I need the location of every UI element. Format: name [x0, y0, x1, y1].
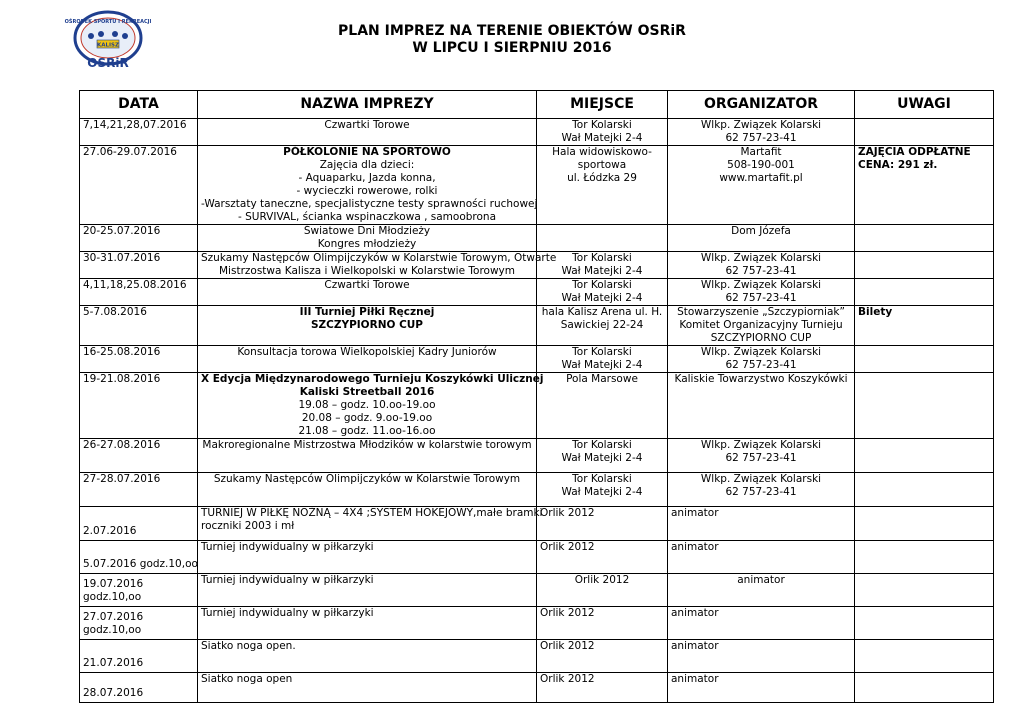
- place-cell: [537, 507, 668, 541]
- place-cell: [537, 473, 668, 507]
- organizer-cell-line: SZCZYPIORNO CUP: [710, 332, 812, 344]
- event-name-cell-line: Światowe Dni Młodzieży: [303, 225, 431, 237]
- date-cell: [80, 306, 198, 346]
- organizer-cell-line: Kaliskie Towarzystwo Koszykówki: [674, 373, 848, 385]
- event-name-cell: [198, 673, 537, 703]
- notes-cell: [855, 346, 994, 373]
- organizer-cell-line: Komitet Organizacyjny Turnieju: [679, 319, 843, 331]
- event-name-cell: [198, 507, 543, 541]
- place-cell: [537, 306, 668, 346]
- notes-cell: [855, 225, 994, 252]
- organizer-cell: [668, 146, 855, 225]
- date-cell-line: 26-27.08.2016: [83, 439, 161, 451]
- event-name-cell: [198, 574, 537, 607]
- place-cell: [537, 541, 668, 574]
- notes-cell: [855, 373, 994, 439]
- place-cell: [537, 146, 668, 225]
- page-title-line-1: PLAN IMPREZ NA TERENIE OBIEKTÓW OSRiR: [338, 23, 686, 39]
- organizer-cell: [668, 507, 855, 541]
- event-name-cell: [198, 373, 544, 439]
- date-cell: [80, 252, 198, 279]
- organizer-cell-line: Stowarzyszenie „Szczypiorniak”: [677, 306, 845, 318]
- header-event-name: NAZWA IMPREZY: [198, 91, 537, 119]
- date-cell-line: godz.10,oo: [83, 591, 142, 603]
- place-cell: [537, 279, 668, 306]
- place-cell-line: Orlik 2012: [540, 607, 595, 619]
- page-title-line-2: W LIPCU I SIERPNIU 2016: [412, 40, 612, 56]
- organizer-cell: [668, 306, 855, 346]
- place-cell-line: Orlik 2012: [540, 541, 595, 553]
- organizer-cell-line: Wlkp. Związek Kolarski: [700, 346, 822, 358]
- event-name-cell: [198, 473, 537, 507]
- date-cell: [80, 574, 198, 607]
- organizer-cell-line: 62 757-23-41: [725, 359, 797, 371]
- event-name-cell: [198, 640, 537, 673]
- table-row: [80, 146, 994, 225]
- table-header-row: [80, 91, 994, 119]
- event-name-cell-line: 19.08 – godz. 10.oo-19.oo: [298, 399, 436, 411]
- place-cell-line: Wał Matejki 2-4: [561, 292, 643, 304]
- header-organizer: ORGANIZATOR: [668, 91, 855, 119]
- organizer-cell-line: 62 757-23-41: [725, 452, 797, 464]
- event-name-cell: [198, 225, 537, 252]
- event-name-cell-line: Kaliski Streetball 2016: [299, 386, 435, 398]
- organizer-cell-line: animator: [671, 673, 719, 685]
- organizer-cell-line: 62 757-23-41: [725, 132, 797, 144]
- event-name-cell: [198, 119, 537, 146]
- notes-cell: [855, 507, 994, 541]
- date-cell-line: 5.07.2016 godz.10,oo: [83, 558, 198, 570]
- place-cell: [537, 373, 668, 439]
- place-cell-line: Orlik 2012: [574, 574, 630, 586]
- notes-cell: [855, 574, 994, 607]
- place-cell: [537, 673, 668, 703]
- organizer-cell-line: animator: [737, 574, 785, 586]
- date-cell: [80, 607, 198, 640]
- place-cell-line: Wał Matejki 2-4: [561, 486, 643, 498]
- organizer-cell-line: Wlkp. Związek Kolarski: [700, 439, 822, 451]
- date-cell-line: 28.07.2016: [83, 687, 144, 699]
- date-cell: [80, 373, 198, 439]
- date-cell-line: 16-25.08.2016: [83, 346, 161, 358]
- table-row: [80, 607, 994, 640]
- table-row: [80, 119, 994, 146]
- organizer-cell-line: Wlkp. Związek Kolarski: [700, 473, 822, 485]
- place-cell-line: Orlik 2012: [540, 507, 595, 519]
- place-cell-line: Wał Matejki 2-4: [561, 359, 643, 371]
- organizer-cell-line: animator: [671, 541, 719, 553]
- place-cell: [537, 574, 668, 607]
- date-cell-line: 5-7.08.2016: [83, 306, 147, 318]
- organizer-cell: [668, 541, 855, 574]
- table-row: [80, 574, 994, 607]
- notes-cell: [855, 279, 994, 306]
- event-name-cell-line: - SURVIVAL, ścianka wspinaczkowa , samoobrona: [237, 211, 497, 223]
- organizer-cell: [668, 225, 855, 252]
- place-cell-line: Tor Kolarski: [572, 119, 632, 131]
- organizer-cell-line: animator: [671, 507, 719, 519]
- event-name-cell-line: Czwartki Torowe: [324, 279, 410, 291]
- event-name-cell-line: Turniej indywidualny w piłkarzyki: [201, 607, 374, 619]
- notes-cell: [855, 541, 994, 574]
- date-cell-line: 21.07.2016: [83, 657, 144, 669]
- date-cell-line: 2.07.2016: [83, 525, 137, 537]
- place-cell-line: Tor Kolarski: [572, 252, 632, 264]
- notes-cell: [855, 119, 994, 146]
- event-name-cell-line: -Warsztaty taneczne, specjalistyczne testy sprawności ruchowej: [201, 198, 538, 210]
- place-cell: [537, 439, 668, 473]
- event-name-cell-line: Mistrzostwa Kalisza i Wielkopolski w Kolarstwie Torowym: [219, 265, 515, 277]
- date-cell: [80, 507, 198, 541]
- notes-cell-line: CENA: 291 zł.: [858, 159, 938, 171]
- event-name-cell: [198, 279, 537, 306]
- event-name-cell-line: 21.08 – godz. 11.oo-16.oo: [298, 425, 436, 437]
- place-cell-line: sportowa: [577, 159, 627, 171]
- event-name-cell-line: - Aquaparku, Jazda konna,: [298, 172, 436, 184]
- place-cell-line: Wał Matejki 2-4: [561, 452, 643, 464]
- event-name-cell-line: Szukamy Następców Olimpijczyków w Kolarstwie Torowym: [213, 473, 521, 485]
- event-name-cell-line: PÓŁKOLONIE NA SPORTOWO: [283, 146, 451, 158]
- event-name-cell-line: X Edycja Międzynarodowego Turnieju Koszykówki Ulicznej: [201, 373, 544, 385]
- event-name-cell: [198, 146, 537, 225]
- event-name-cell-line: roczniki 2003 i mł: [201, 520, 295, 532]
- organizer-cell-line: Dom Józefa: [731, 225, 791, 237]
- place-cell-line: Tor Kolarski: [572, 439, 632, 451]
- event-name-cell-line: - wycieczki rowerowe, rolki: [296, 185, 438, 197]
- date-cell-line: 20-25.07.2016: [83, 225, 161, 237]
- table-row: [80, 306, 994, 346]
- date-cell-line: 27-28.07.2016: [83, 473, 161, 485]
- place-cell-line: Hala widowiskowo-: [552, 146, 652, 158]
- place-cell: [537, 346, 668, 373]
- event-name-cell-line: III Turniej Piłki Ręcznej: [299, 306, 435, 318]
- place-cell-line: Orlik 2012: [540, 640, 595, 652]
- place-cell-line: ul. Łódzka 29: [567, 172, 637, 184]
- event-name-cell-line: Siatko noga open: [201, 673, 293, 685]
- table-row: [80, 507, 994, 541]
- event-name-cell: [198, 252, 557, 279]
- notes-cell: [855, 439, 994, 473]
- organizer-cell-line: 62 757-23-41: [725, 486, 797, 498]
- organizer-cell: [668, 473, 855, 507]
- table-row: [80, 279, 994, 306]
- date-cell: [80, 146, 198, 225]
- event-name-cell-line: Kongres młodzieży: [317, 238, 417, 250]
- notes-cell: [855, 306, 994, 346]
- date-cell: [80, 225, 198, 252]
- date-cell-line: godz.10,oo: [83, 624, 142, 636]
- date-cell: [80, 541, 198, 574]
- organizer-cell-line: Wlkp. Związek Kolarski: [700, 279, 822, 291]
- date-cell: [80, 119, 198, 146]
- place-cell: [537, 252, 668, 279]
- notes-cell: [855, 146, 994, 225]
- event-name-cell: [198, 306, 537, 346]
- events-table-body: [80, 119, 994, 703]
- table-row: [80, 225, 994, 252]
- organizer-cell-line: Wlkp. Związek Kolarski: [700, 119, 822, 131]
- organizer-cell: [668, 119, 855, 146]
- organizer-cell: [668, 346, 855, 373]
- event-name-cell-line: Turniej indywidualny w piłkarzyki: [201, 574, 374, 586]
- table-row: [80, 252, 994, 279]
- organizer-cell-line: 62 757-23-41: [725, 292, 797, 304]
- notes-cell: [855, 673, 994, 703]
- table-row: [80, 640, 994, 673]
- place-cell-line: hala Kalisz Arena ul. H.: [541, 306, 663, 318]
- event-name-cell: [198, 607, 537, 640]
- event-name-cell-line: Turniej indywidualny w piłkarzyki: [201, 541, 374, 553]
- notes-cell: [855, 473, 994, 507]
- date-cell: [80, 346, 198, 373]
- notes-cell-line: Bilety: [858, 306, 893, 318]
- notes-cell: [855, 640, 994, 673]
- organizer-cell-line: www.martafit.pl: [719, 172, 803, 184]
- events-table: [79, 90, 994, 703]
- logo-middle-text: KALISZ: [96, 42, 120, 49]
- table-row: [80, 473, 994, 507]
- organizer-cell: [668, 640, 855, 673]
- place-cell-line: Sawickiej 22-24: [560, 319, 644, 331]
- organizer-cell-line: Martafit: [740, 146, 782, 158]
- organizer-cell: [668, 439, 855, 473]
- event-name-cell-line: Makroregionalne Mistrzostwa Młodzików w kolarstwie torowym: [202, 439, 532, 451]
- place-cell: [537, 607, 668, 640]
- notes-cell: [855, 607, 994, 640]
- header-notes: UWAGI: [855, 91, 994, 119]
- organizer-cell-line: 62 757-23-41: [725, 265, 797, 277]
- logo-top-text: OŚRODEK SPORTU I REKREACJI: [64, 19, 152, 25]
- logo-bottom-text: OSRiR: [87, 56, 129, 70]
- notes-cell: [855, 252, 994, 279]
- date-cell: [80, 640, 198, 673]
- notes-cell-line: ZAJĘCIA ODPŁATNE: [858, 146, 971, 158]
- event-name-cell-line: Czwartki Torowe: [324, 119, 410, 131]
- date-cell-line: 30-31.07.2016: [83, 252, 161, 264]
- header-date: DATA: [80, 91, 198, 119]
- event-name-cell-line: TURNIEJ W PIŁKĘ NOŻNĄ – 4X4 ;SYSTEM HOKEJOWY,małe bramki: [201, 507, 543, 519]
- event-name-cell: [198, 346, 537, 373]
- organizer-cell: [668, 673, 855, 703]
- place-cell-line: Wał Matejki 2-4: [561, 132, 643, 144]
- place-cell-line: Orlik 2012: [540, 673, 595, 685]
- date-cell: [80, 473, 198, 507]
- date-cell: [80, 673, 198, 703]
- table-row: [80, 373, 994, 439]
- place-cell-line: Tor Kolarski: [572, 346, 632, 358]
- event-name-cell-line: SZCZYPIORNO CUP: [310, 319, 423, 331]
- event-name-cell-line: 20.08 – godz. 9.oo-19.oo: [301, 412, 433, 424]
- organizer-cell-line: Wlkp. Związek Kolarski: [700, 252, 822, 264]
- place-cell: [537, 119, 668, 146]
- event-name-cell-line: Szukamy Następców Olimpijczyków w Kolarstwie Torowym, Otwarte: [201, 252, 557, 264]
- table-row: [80, 541, 994, 574]
- place-cell: [537, 225, 668, 252]
- event-name-cell-line: Siatko noga open.: [201, 640, 296, 652]
- organizer-cell: [668, 607, 855, 640]
- organizer-cell: [668, 252, 855, 279]
- table-row: [80, 439, 994, 473]
- place-cell-line: Pola Marsowe: [566, 373, 638, 385]
- date-cell-line: 7,14,21,28,07.2016: [83, 119, 187, 131]
- date-cell-line: 27.06-29.07.2016: [83, 146, 177, 158]
- date-cell-line: 27.07.2016: [83, 611, 144, 623]
- table-row: [80, 346, 994, 373]
- event-name-cell-line: Zajęcia dla dzieci:: [319, 159, 415, 171]
- organizer-cell-line: animator: [671, 640, 719, 652]
- header-place: MIEJSCE: [537, 91, 668, 119]
- event-name-cell: [198, 541, 537, 574]
- date-cell: [80, 439, 198, 473]
- date-cell: [80, 279, 198, 306]
- organizer-cell: [668, 279, 855, 306]
- event-name-cell: [198, 439, 537, 473]
- place-cell-line: Wał Matejki 2-4: [561, 265, 643, 277]
- date-cell-line: 4,11,18,25.08.2016: [83, 279, 187, 291]
- place-cell-line: Tor Kolarski: [572, 473, 632, 485]
- organizer-cell: [668, 373, 855, 439]
- table-row: [80, 673, 994, 703]
- place-cell: [537, 640, 668, 673]
- event-name-cell-line: Konsultacja torowa Wielkopolskiej Kadry Juniorów: [237, 346, 497, 358]
- organizer-cell: [668, 574, 855, 607]
- date-cell-line: 19.07.2016: [83, 578, 144, 590]
- organizer-cell-line: 508-190-001: [727, 159, 795, 171]
- date-cell-line: 19-21.08.2016: [83, 373, 161, 385]
- place-cell-line: Tor Kolarski: [572, 279, 632, 291]
- organizer-cell-line: animator: [671, 607, 719, 619]
